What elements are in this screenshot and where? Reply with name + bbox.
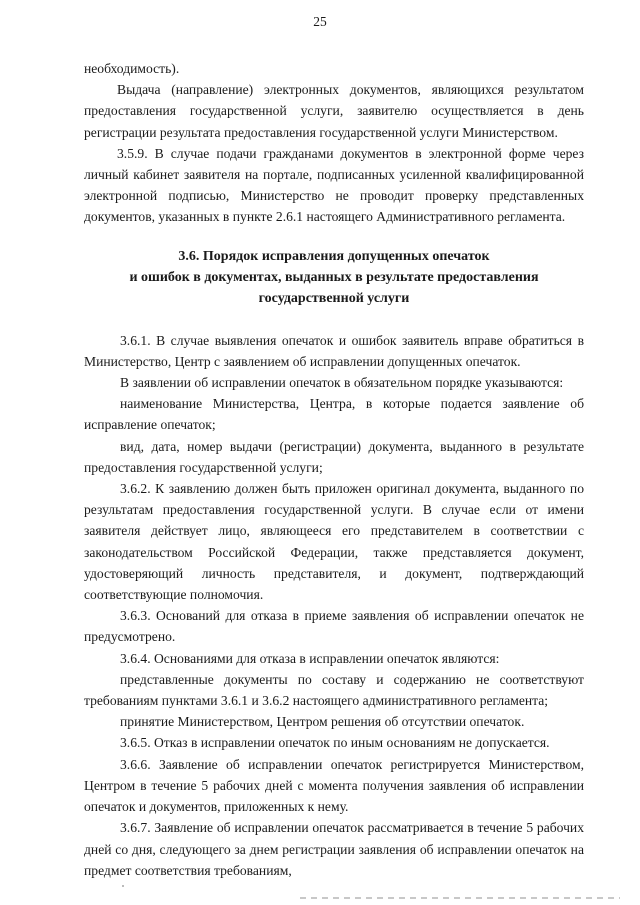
paragraph: вид, дата, номер выдачи (регистрации) документа, выданного в результате предоставления государственной услуги; — [84, 438, 584, 475]
paragraph: 3.6.6. Заявление об исправлении опечаток регистрируется Министерством, Центром в течение 5 рабочих дней с момента получения заявления об исправлении опечаток и документов, приложенных к нему. — [84, 756, 584, 815]
section-heading-line: государственной услуги — [258, 290, 410, 306]
paragraph: 3.5.9. В случае подачи гражданами документов в электронной форме через личный кабинет заявителя на портале, подписанных усиленной квалифицированной электронной подписью, Министерство не проводит проверку представленных документов, указанных в пункте 2.6.1 настоящего Административного регламента. — [84, 145, 584, 225]
paragraph: 3.6.4. Основаниями для отказа в исправлении опечаток являются: — [120, 650, 500, 666]
section-heading — [84, 246, 584, 309]
paragraph: В заявлении об исправлении опечаток в обязательном порядке указываются: — [120, 375, 564, 391]
scan-artifact — [122, 885, 124, 887]
paragraph: Выдача (направление) электронных документов, являющихся результатом предоставления государственной услуги, заявителю осуществляется в день регистрации результата предоставления государственной услуги Министерством. — [84, 82, 584, 140]
document-body — [84, 58, 584, 881]
paragraph: 3.6.2. К заявлению должен быть приложен оригинал документа, выданного по результатам предоставления государственной услуги. В случае если от имени заявителя действует лицо, являющееся его представителем в соответствии с законодательством Российской Федерации, также представляется документ, удостоверяющий личность представителя, и документ, подтверждающий соответствующие полномочия. — [84, 481, 584, 603]
scan-artifact — [300, 897, 620, 899]
paragraph: наименование Министерства, Центра, в которые подается заявление об исправление опечаток; — [84, 396, 584, 433]
section-heading-line: 3.6. Порядок исправления допущенных опечаток — [178, 248, 490, 264]
page-number: 25 — [313, 14, 327, 29]
paragraph: принятие Министерством, Центром решения об отсутствии опечаток. — [120, 714, 525, 730]
paragraph: 3.6.7. Заявление об исправлении опечаток рассматривается в течение 5 рабочих дней со дня, следующего за днем регистрации заявления об исправлении опечаток на предмет соответствия требованиям, — [84, 820, 584, 878]
paragraph: 3.6.3. Оснований для отказа в приеме заявления об исправлении опечаток не предусмотрено. — [84, 608, 584, 645]
paragraph: представленные документы по составу и содержанию не соответствуют требованиям пунктами 3.6.1 и 3.6.2 настоящего административного регламента; — [84, 671, 584, 709]
paragraph: 3.6.5. Отказ в исправлении опечаток по иным основаниям не допускается. — [120, 735, 550, 751]
paragraph: 3.6.1. В случае выявления опечаток и ошибок заявитель вправе обратиться в Министерство, Центр с заявлением об исправлении допущенных опечаток. — [84, 332, 584, 369]
section-heading-line: и ошибок в документах, выданных в результате предоставления — [129, 269, 539, 285]
paragraph: необходимость). — [84, 61, 180, 76]
